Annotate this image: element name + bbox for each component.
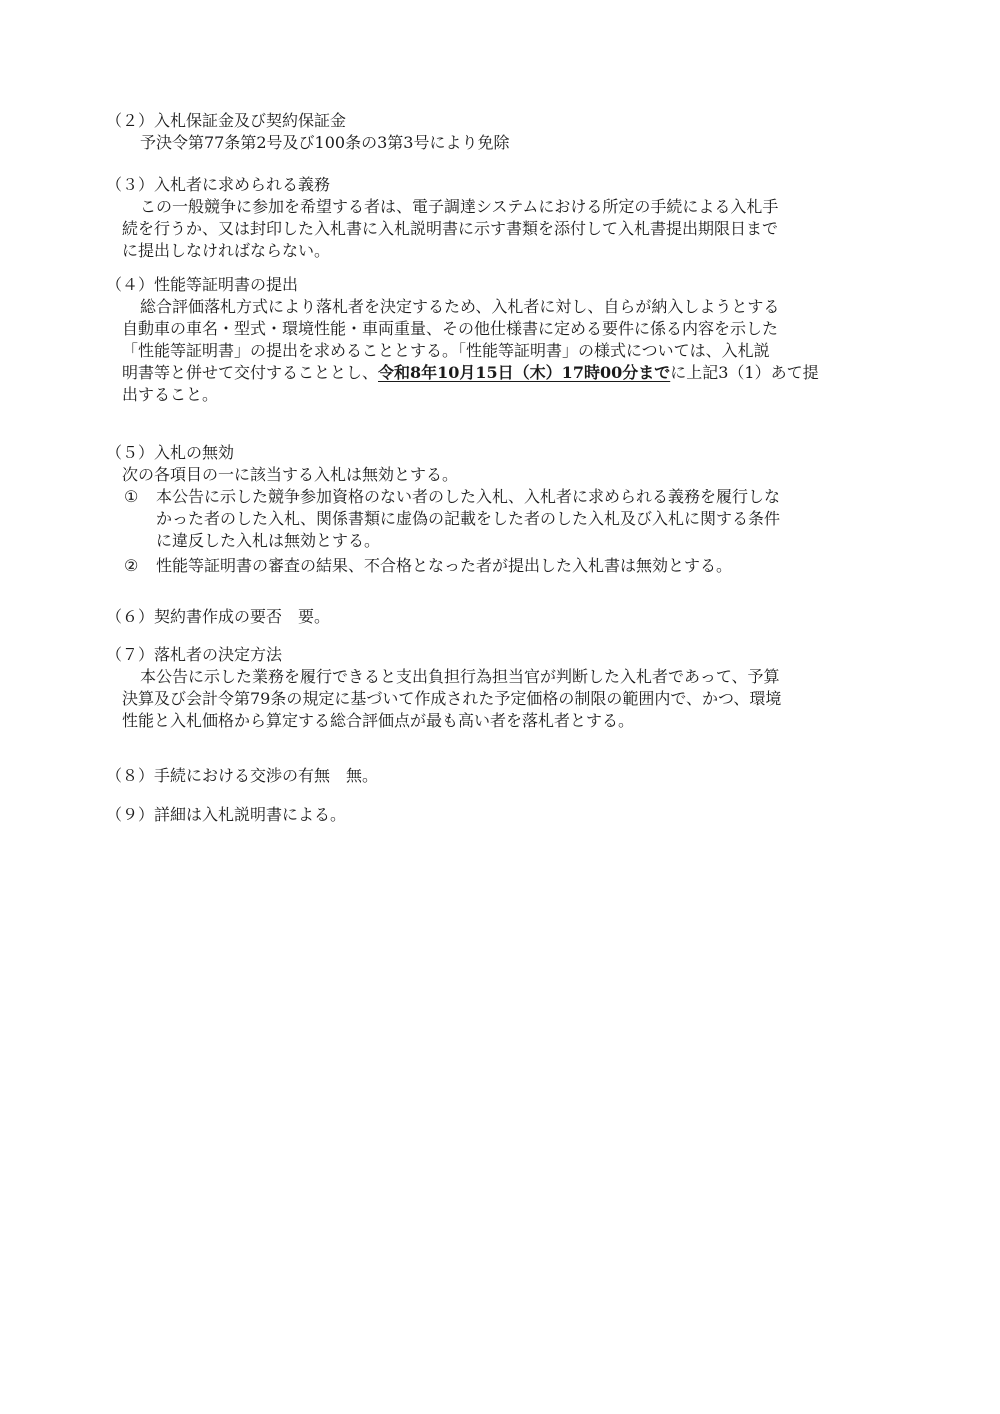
section-7-body-line: 決算及び会計令第79条の規定に基づいて作成された予定価格の制限の範囲内で、かつ、環境 — [122, 689, 782, 708]
section-4-body-line: 「性能等証明書」の提出を求めることとする。「性能等証明書」の様式については、入札説 — [122, 341, 770, 360]
section-7-heading: （７）落札者の決定方法 — [106, 645, 283, 664]
item-1-line: かった者のした入札、関係書類に虚偽の記載をした者のした入札及び入札に関する条件 — [156, 509, 781, 528]
section-4-line4-suffix: に上記3（1）あて提 — [670, 363, 819, 382]
section-4-body-line: 自動車の車名・型式・環境性能・車両重量、その他仕様書に定める要件に係る内容を示した — [122, 319, 779, 338]
section-5-intro: 次の各項目の一に該当する入札は無効とする。 — [122, 465, 459, 484]
item-1-line: に違反した入札は無効とする。 — [156, 531, 381, 550]
section-6-heading: （６）契約書作成の要否 要。 — [106, 607, 331, 626]
section-3-body-line: に提出しなければならない。 — [122, 241, 331, 260]
submission-deadline: 令和8年10月15日（木）17時00分まで — [378, 363, 671, 382]
item-2-line: 性能等証明書の審査の結果、不合格となった者が提出した入札書は無効とする。 — [156, 556, 733, 575]
section-4-line4-prefix: 明書等と併せて交付することとし、 — [122, 363, 379, 382]
section-4-body-line: 出すること。 — [122, 385, 219, 404]
section-4-heading: （４）性能等証明書の提出 — [106, 275, 299, 294]
section-2-body-line: 予決令第77条第2号及び100条の3第3号により免除 — [140, 133, 510, 152]
section-4-deadline-line — [122, 362, 819, 384]
section-9-heading: （９）詳細は入札説明書による。 — [106, 805, 347, 824]
section-3-heading: （３）入札者に求められる義務 — [106, 175, 331, 194]
section-3-body-line: 続を行うか、又は封印した入札書に入札説明書に示す書類を添付して入札書提出期限日まで — [122, 219, 779, 238]
section-3-body-line: この一般競争に参加を希望する者は、電子調達システムにおける所定の手続による入札手 — [140, 197, 779, 216]
section-4-body-line: 総合評価落札方式により落札者を決定するため、入札者に対し、自らが納入しようとする — [140, 297, 780, 316]
section-7-body-line: 本公告に示した業務を履行できると支出負担行為担当官が判断した入札者であって、予算 — [140, 667, 780, 686]
section-2-heading: （２）入札保証金及び契約保証金 — [106, 111, 347, 130]
item-2-marker: ② — [124, 556, 139, 575]
item-1-line: 本公告に示した競争参加資格のない者のした入札、入札者に求められる義務を履行しな — [156, 487, 781, 506]
item-1-marker: ① — [124, 487, 139, 506]
section-7-body-line: 性能と入札価格から算定する総合評価点が最も高い者を落札者とする。 — [122, 711, 635, 730]
section-8-heading: （８）手続における交渉の有無 無。 — [106, 766, 379, 785]
section-5-heading: （５）入札の無効 — [106, 443, 235, 462]
